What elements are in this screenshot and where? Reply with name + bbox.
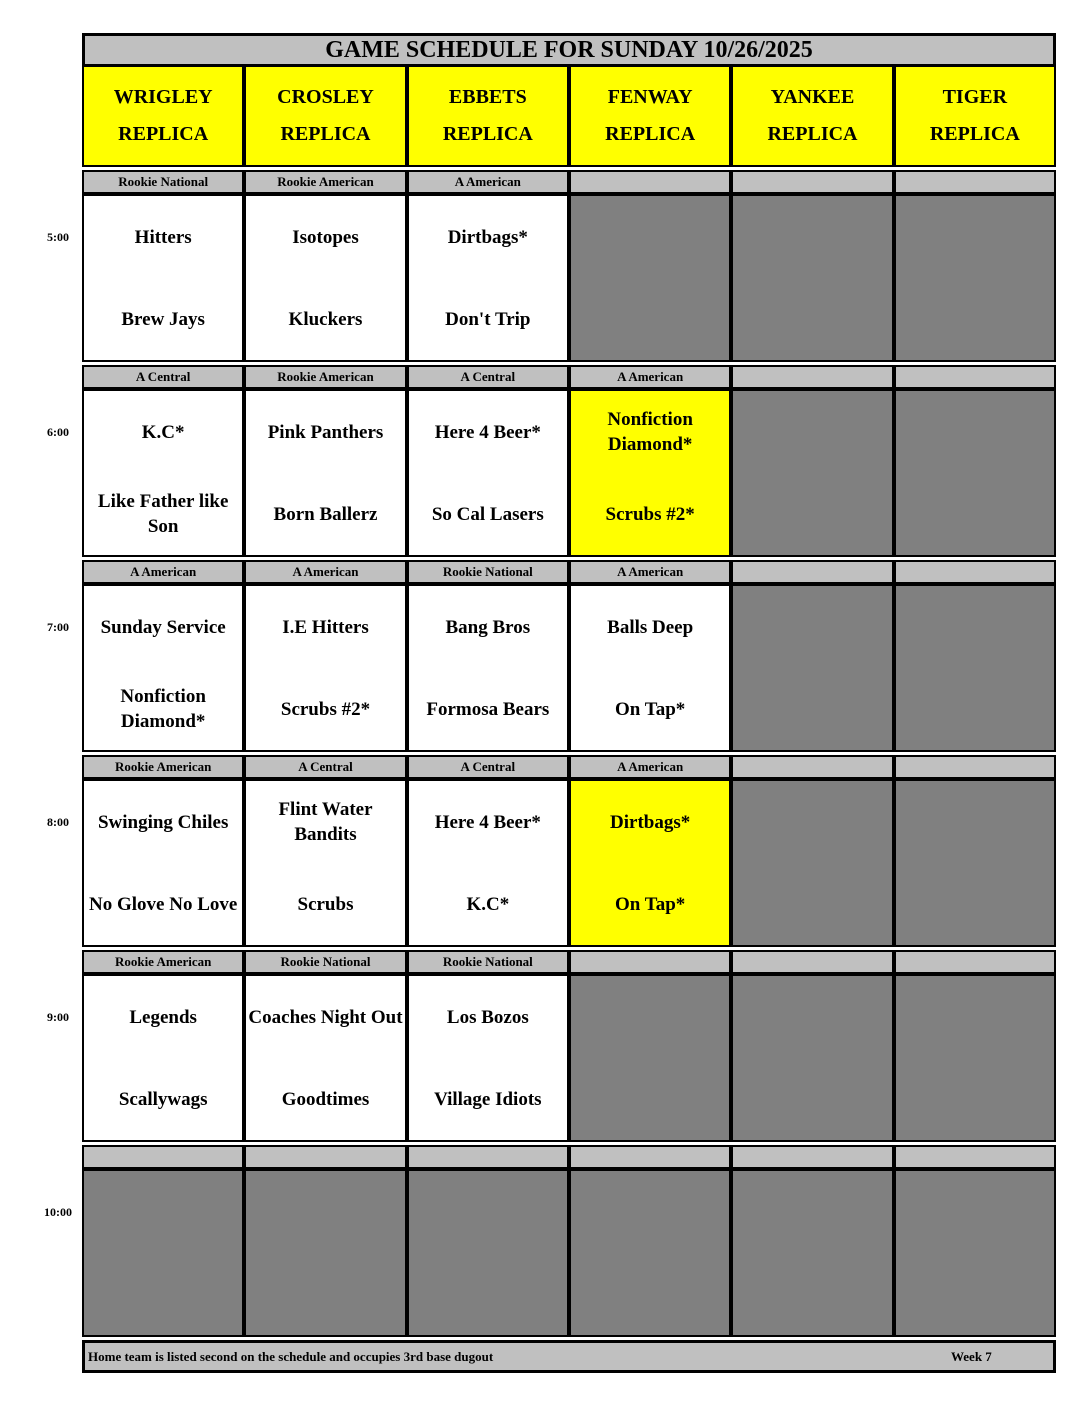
division-label — [894, 755, 1056, 779]
game-row — [82, 194, 1056, 362]
home-team: Brew Jays — [121, 308, 205, 330]
game-cell — [244, 974, 406, 1142]
division-row — [82, 755, 1056, 779]
division-label — [731, 170, 893, 194]
game-row — [82, 779, 1056, 947]
park-name: CROSLEY — [277, 86, 374, 108]
away-team — [896, 781, 1054, 863]
park-name: FENWAY — [607, 86, 693, 108]
away-team: Here 4 Beer* — [434, 811, 541, 833]
unused-field-slot — [569, 1169, 731, 1337]
unused-field-slot — [569, 194, 731, 362]
unused-field-slot — [894, 779, 1056, 947]
park-tiger — [894, 67, 1056, 167]
division-label: A American — [82, 560, 244, 584]
home-team: Formosa Bears — [426, 698, 550, 720]
away-team: Flint Water Bandits — [278, 799, 373, 845]
home-team — [409, 1253, 567, 1335]
away-team — [571, 1171, 729, 1253]
park-sub: REPLICA — [929, 123, 1020, 145]
division-label — [407, 1145, 569, 1169]
park-sub: REPLICA — [280, 123, 371, 145]
away-team: Sunday Service — [100, 616, 226, 638]
game-cell — [82, 974, 244, 1142]
unused-field-slot — [569, 974, 731, 1142]
home-team: Scallywags — [118, 1088, 208, 1110]
unused-field-slot — [82, 1169, 244, 1337]
away-team — [733, 1171, 891, 1253]
game-cell — [244, 194, 406, 362]
home-team — [733, 1058, 891, 1140]
division-label — [569, 170, 731, 194]
division-label — [731, 755, 893, 779]
home-team: Goodtimes — [281, 1088, 370, 1110]
time-label: 10:00 — [44, 1205, 72, 1219]
division-label: A Central — [244, 755, 406, 779]
division-label: A American — [569, 365, 731, 389]
home-team: Nonfiction Diamond* — [120, 686, 206, 732]
game-cell — [569, 389, 731, 557]
unused-field-slot — [244, 1169, 406, 1337]
division-label: A American — [244, 560, 406, 584]
game-cell — [407, 584, 569, 752]
home-team — [896, 1253, 1054, 1335]
away-team — [246, 1171, 404, 1253]
game-cell — [569, 779, 731, 947]
division-label: A American — [407, 170, 569, 194]
home-team — [896, 1058, 1054, 1140]
game-row — [82, 584, 1056, 752]
division-label: A American — [569, 755, 731, 779]
schedule-sheet — [82, 33, 1056, 1373]
home-team — [733, 863, 891, 945]
away-team — [84, 1171, 242, 1253]
division-label — [82, 1145, 244, 1169]
park-name: TIGER — [942, 86, 1008, 108]
away-team — [896, 196, 1054, 278]
division-row — [82, 365, 1056, 389]
away-team — [896, 976, 1054, 1058]
time-label: 7:00 — [47, 620, 69, 634]
time-label: 9:00 — [47, 1010, 69, 1024]
away-team: Bang Bros — [445, 616, 531, 638]
home-team: K.C* — [466, 893, 510, 915]
away-team: Isotopes — [292, 226, 359, 248]
away-team: Nonfiction Diamond* — [607, 409, 693, 455]
game-cell — [82, 389, 244, 557]
home-team: Village Idiots — [434, 1088, 542, 1110]
division-label — [894, 365, 1056, 389]
home-team: Kluckers — [288, 308, 363, 330]
home-team: Scrubs #2* — [280, 698, 371, 720]
game-cell — [82, 194, 244, 362]
game-row — [82, 1169, 1056, 1337]
home-team — [896, 668, 1054, 750]
game-cell — [82, 584, 244, 752]
away-team: Swinging Chiles — [97, 811, 229, 833]
park-ebbets — [407, 67, 569, 167]
game-cell — [569, 584, 731, 752]
away-team — [409, 1171, 567, 1253]
home-team: Scrubs — [297, 893, 354, 915]
unused-field-slot — [731, 584, 893, 752]
division-label: A Central — [407, 365, 569, 389]
division-label: Rookie National — [244, 950, 406, 974]
away-team — [571, 196, 729, 278]
division-label: Rookie American — [244, 170, 406, 194]
division-label: Rookie American — [244, 365, 406, 389]
division-label — [569, 1145, 731, 1169]
away-team — [733, 586, 891, 668]
division-label — [894, 560, 1056, 584]
away-team — [733, 391, 891, 473]
game-cell — [244, 779, 406, 947]
park-sub: REPLICA — [118, 123, 209, 145]
home-team: No Glove No Love — [89, 893, 238, 915]
home-team — [571, 278, 729, 360]
division-label: A Central — [82, 365, 244, 389]
unused-field-slot — [407, 1169, 569, 1337]
unused-field-slot — [894, 1169, 1056, 1337]
time-label: 6:00 — [47, 425, 69, 439]
away-team — [896, 1171, 1054, 1253]
park-name: EBBETS — [448, 86, 527, 108]
division-label: Rookie National — [82, 170, 244, 194]
away-team: Hitters — [134, 226, 192, 248]
game-cell — [244, 389, 406, 557]
home-team: Don't Trip — [445, 308, 531, 330]
home-team — [733, 278, 891, 360]
unused-field-slot — [894, 389, 1056, 557]
home-team: Born Ballerz — [273, 503, 378, 525]
away-team: Here 4 Beer* — [434, 421, 541, 443]
division-row — [82, 950, 1056, 974]
game-row — [82, 974, 1056, 1142]
park-name: YANKEE — [770, 86, 855, 108]
home-team — [571, 1253, 729, 1335]
away-team: K.C* — [141, 421, 185, 443]
division-label: Rookie National — [407, 950, 569, 974]
division-label — [731, 1145, 893, 1169]
home-team: So Cal Lasers — [431, 503, 544, 525]
unused-field-slot — [731, 1169, 893, 1337]
away-team: Pink Panthers — [267, 421, 384, 443]
park-name: WRIGLEY — [113, 86, 213, 108]
home-team — [84, 1253, 242, 1335]
park-crosley — [244, 67, 406, 167]
division-label — [894, 170, 1056, 194]
park-fenway — [569, 67, 731, 167]
home-team — [733, 1253, 891, 1335]
home-team — [571, 1058, 729, 1140]
park-wrigley — [82, 67, 244, 167]
home-team: Scrubs #2* — [605, 503, 695, 525]
home-team-note: Home team is listed second on the schedule and occupies 3rd base dugout — [88, 1348, 494, 1364]
unused-field-slot — [731, 194, 893, 362]
home-team — [733, 473, 891, 555]
division-label: Rookie American — [82, 950, 244, 974]
schedule-title: GAME SCHEDULE FOR SUNDAY 10/26/2025 — [82, 33, 1056, 67]
home-team — [733, 668, 891, 750]
home-team: On Tap* — [615, 893, 686, 915]
away-team — [733, 781, 891, 863]
unused-field-slot — [894, 974, 1056, 1142]
division-label — [731, 950, 893, 974]
division-label: Rookie American — [82, 755, 244, 779]
division-row — [82, 560, 1056, 584]
home-team: Like Father like Son — [97, 491, 229, 537]
park-sub: REPLICA — [605, 123, 696, 145]
home-team: On Tap* — [615, 698, 686, 720]
week-label: Week 7 — [951, 1348, 992, 1364]
home-team — [896, 863, 1054, 945]
away-team — [571, 976, 729, 1058]
ballpark-header-row — [82, 67, 1056, 167]
unused-field-slot — [894, 194, 1056, 362]
away-team — [733, 196, 891, 278]
division-label — [894, 950, 1056, 974]
home-team — [246, 1253, 404, 1335]
division-label: Rookie National — [407, 560, 569, 584]
division-label: A Central — [407, 755, 569, 779]
away-team: Los Bozos — [446, 1006, 529, 1028]
unused-field-slot — [731, 779, 893, 947]
away-team: I.E Hitters — [282, 616, 369, 638]
game-cell — [407, 974, 569, 1142]
unused-field-slot — [731, 389, 893, 557]
park-yankee — [731, 67, 893, 167]
game-cell — [82, 779, 244, 947]
unused-field-slot — [894, 584, 1056, 752]
game-cell — [407, 389, 569, 557]
unused-field-slot — [731, 974, 893, 1142]
game-cell — [244, 584, 406, 752]
division-label — [244, 1145, 406, 1169]
division-label — [569, 950, 731, 974]
away-team: Coaches Night Out — [248, 1006, 403, 1028]
game-cell — [407, 194, 569, 362]
away-team: Legends — [129, 1006, 197, 1028]
park-sub: REPLICA — [442, 123, 533, 145]
away-team: Dirtbags* — [610, 811, 691, 833]
away-team — [733, 976, 891, 1058]
division-row — [82, 170, 1056, 194]
schedule-footer — [82, 1340, 1056, 1373]
game-cell — [407, 779, 569, 947]
division-row — [82, 1145, 1056, 1169]
division-label — [731, 365, 893, 389]
away-team — [896, 391, 1054, 473]
away-team: Dirtbags* — [447, 226, 528, 248]
home-team — [896, 473, 1054, 555]
time-slots — [82, 170, 1056, 1337]
division-label — [894, 1145, 1056, 1169]
game-row — [82, 389, 1056, 557]
division-label: A American — [569, 560, 731, 584]
time-label: 8:00 — [47, 815, 69, 829]
park-sub: REPLICA — [767, 123, 858, 145]
away-team — [896, 586, 1054, 668]
away-team: Balls Deep — [607, 616, 694, 638]
home-team — [896, 278, 1054, 360]
time-label: 5:00 — [47, 230, 69, 244]
division-label — [731, 560, 893, 584]
